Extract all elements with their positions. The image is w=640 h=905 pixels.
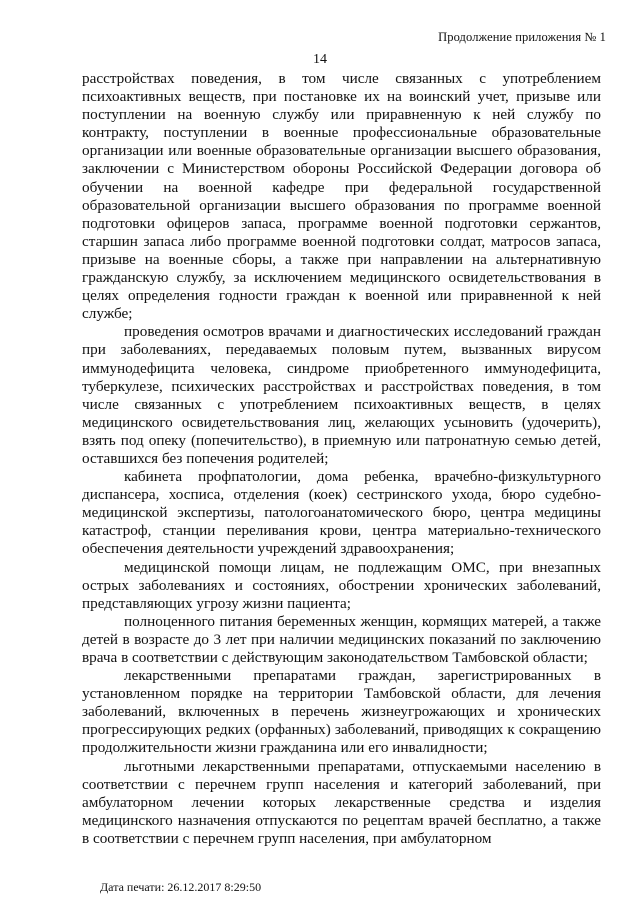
- paragraph: лекарственными препаратами граждан, зарегистрированных в установленном порядке на территории Тамбовской области, для лечения заболеваний, включенных в перечень жизнеугрожающих и хронических прогрессирующих редких (орфанных) заболеваний, приводящих к сокращению продолжительности жизни гражданина или его инвалидности;: [82, 667, 601, 757]
- paragraph: льготными лекарственными препаратами, отпускаемыми населению в соответствии с перечнем групп населения и категорий заболеваний, при амбулаторном лечении которых лекарственные средства и изделия медицинского назначения отпускаются по рецептам врачей бесплатно, а также в соответствии с перечнем групп населения, при амбулаторном: [82, 757, 601, 847]
- paragraph: полноценного питания беременных женщин, кормящих матерей, а также детей в возрасте до 3 лет при наличии медицинских показаний по заключению врача в соответствии с действующим законодательством Тамбовской области;: [82, 612, 601, 666]
- paragraph: медицинской помощи лицам, не подлежащим ОМС, при внезапных острых заболеваниях и состояниях, обострении хронических заболеваний, представляющих угрозу жизни пациента;: [82, 558, 601, 612]
- page-number: 14: [313, 52, 327, 67]
- print-date: Дата печати: 26.12.2017 8:29:50: [100, 880, 262, 894]
- appendix-continuation-note: Продолжение приложения № 1: [438, 30, 606, 44]
- paragraph: расстройствах поведения, в том числе связанных с употреблением психоактивных веществ, при постановке их на воинский учет, призыве или поступлении на военную службу или приравненную к ней службу по контракту, поступлении в военные профессиональные образовательные организации или военные образовательные организации высшего образования, заключении с Министерством обороны Российской Федерации договора об обучении на военной кафедре при федеральной государственной образовательной организации высшего образования по программе военной подготовки офицеров запаса, программе военной подготовки сержантов, старшин запаса либо программе военной подготовки солдат, матросов запаса, призыве на военные сборы, а также при направлении на альтернативную гражданскую службу, за исключением медицинского освидетельствования в целях определения годности граждан к военной или приравненной к ней службе;: [82, 70, 601, 323]
- body-text: [82, 70, 601, 848]
- paragraph: кабинета профпатологии, дома ребенка, врачебно-физкультурного диспансера, хосписа, отделения (коек) сестринского ухода, бюро судебно-медицинской экспертизы, патологоанатомического бюро, центра медицины катастроф, станции переливания крови, центра материально-технического обеспечения деятельности учреждений здравоохранения;: [82, 468, 601, 558]
- paragraph: проведения осмотров врачами и диагностических исследований граждан при заболеваниях, передаваемых половым путем, вызванных вирусом иммунодефицита человека, синдроме приобретенного иммунодефицита, туберкулезе, психических расстройствах и расстройствах поведения, в том числе связанных с употреблением психоактивных веществ, в целях медицинского освидетельствования лиц, желающих усыновить (удочерить), взять под опеку (попечительство), в приемную или патронатную семью детей, оставшихся без попечения родителей;: [82, 323, 601, 467]
